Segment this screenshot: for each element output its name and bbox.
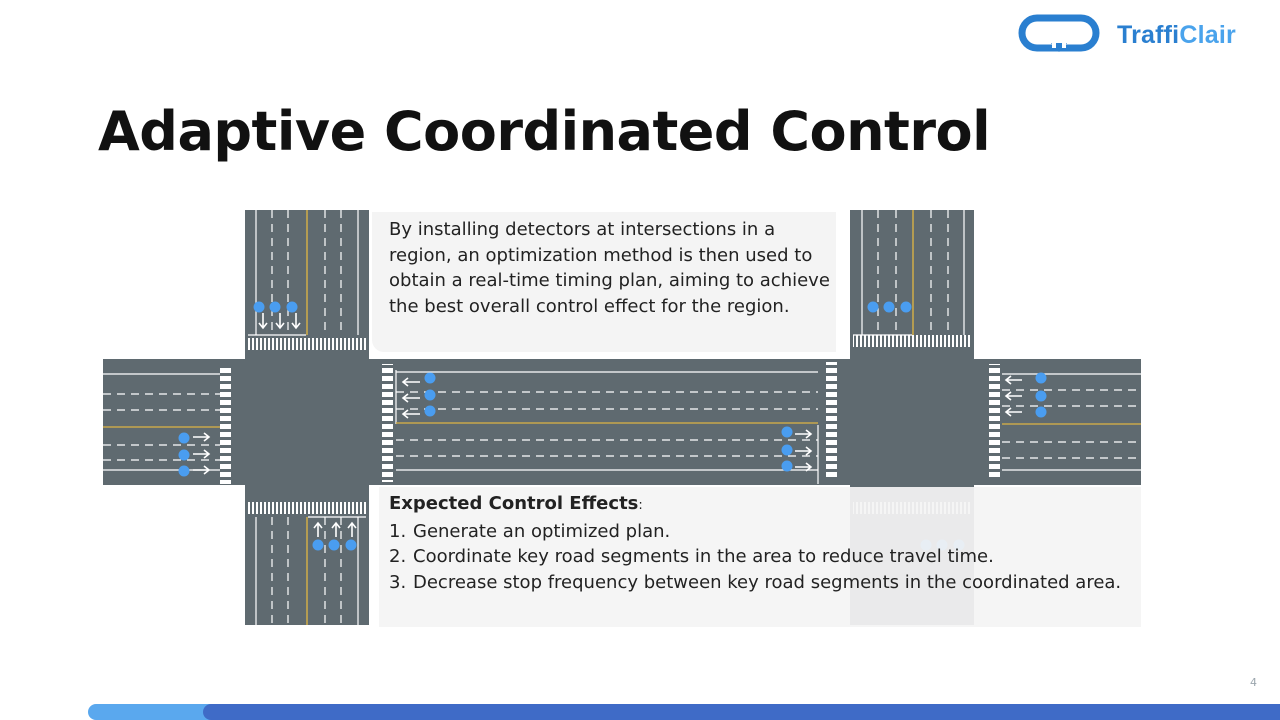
effects-heading: Expected Control Effects: [389, 493, 639, 514]
effect-item: [389, 544, 1141, 570]
effect-item-text: Decrease stop frequency between key road segments in the coordinated area.: [413, 571, 1122, 593]
effect-item-text: Generate an optimized plan.: [413, 520, 671, 542]
effect-item: [389, 519, 1141, 545]
effect-item-number: 3.: [389, 571, 407, 593]
effect-item: [389, 570, 1141, 596]
page-title: Adaptive Coordinated Control: [98, 100, 991, 163]
description-text: By installing detectors at intersections in a region, an optimization method is then used to obtain a real-time timing plan, aiming to achieve the best overall control effect for the region.: [389, 219, 830, 317]
effects-list: [389, 519, 1141, 596]
effects-box: [379, 487, 1141, 627]
effect-item-number: 2.: [389, 546, 407, 567]
effect-item-text: Coordinate key road segments in the area to reduce travel time.: [413, 546, 994, 567]
footer-accent-bar: [88, 704, 1280, 720]
effects-heading-row: [389, 491, 1141, 519]
effects-heading-colon: :: [638, 498, 643, 513]
page-number: 4: [1250, 676, 1257, 689]
effect-item-number: 1.: [389, 520, 407, 542]
brand-name-part1: Traffi: [1117, 21, 1180, 49]
footer-accent-bar-dark: [203, 704, 1280, 720]
description-box: [372, 212, 836, 352]
brand-name-part2: Clair: [1179, 21, 1236, 49]
